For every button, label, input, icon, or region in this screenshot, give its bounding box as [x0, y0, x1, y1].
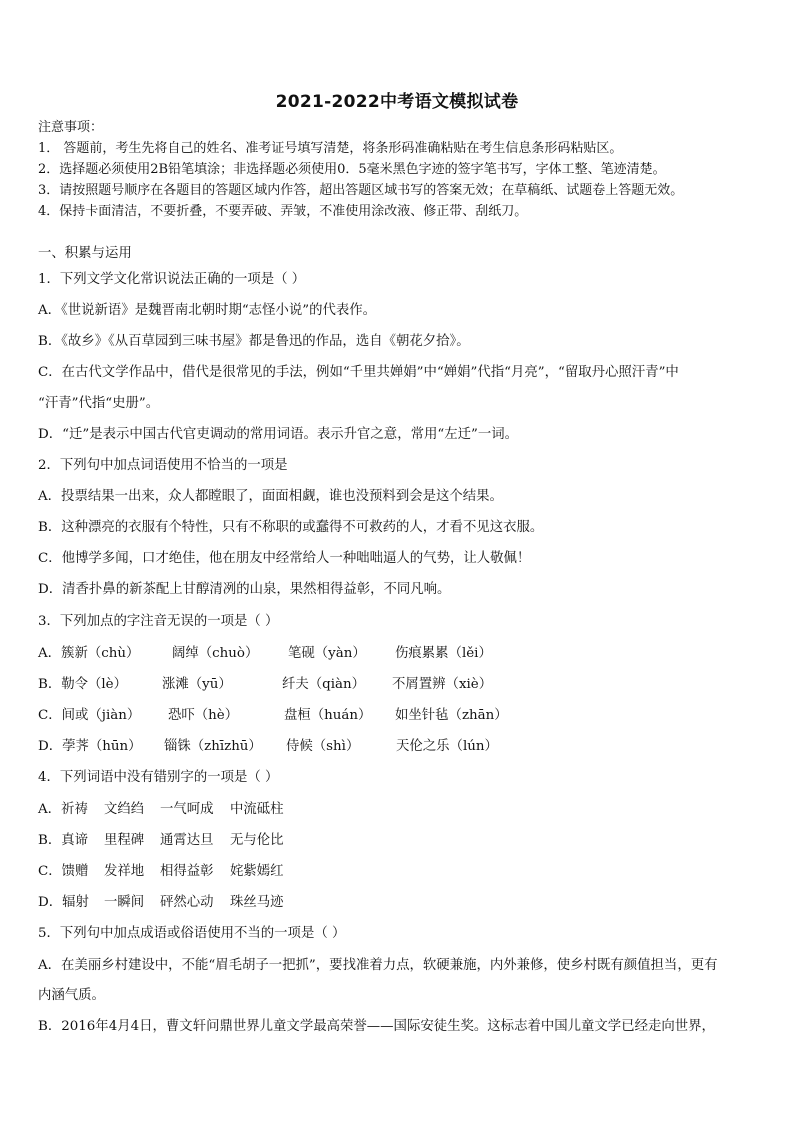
option-cell: D．荸荠（hūn） — [38, 739, 142, 754]
option-cell: 姹紫嫣红 — [230, 864, 284, 879]
option-cell: 阔绰（chuò） — [172, 646, 259, 661]
option-cell: 通霄达旦 — [160, 833, 214, 848]
option-cell: 纤夫（qiàn） — [282, 677, 366, 692]
option-cell: 砰然心动 — [160, 895, 214, 910]
option-cell: C．馈赠 — [38, 864, 89, 879]
option-cell: 一气呵成 — [160, 802, 214, 817]
option-cell: 发祥地 — [104, 864, 145, 879]
question-stem: 3．下列加点的字注音无误的一项是（ ） — [38, 614, 279, 629]
option-cell: 笔砚（yàn） — [288, 646, 366, 661]
option-b: B．《故乡》《从百草园到三味书屋》都是鲁迅的作品，选自《朝花夕拾》。 — [38, 334, 470, 349]
option-cell: 一瞬间 — [104, 895, 145, 910]
option-b: B．2016年4月4日，曹文轩问鼎世界儿童文学最高荣誉——国际安徒生奖。这标志着中国儿童文学已经走向世界， — [38, 1019, 715, 1034]
option-a: A．在美丽乡村建设中，不能“眉毛胡子一把抓”，要找准着力点，软硬兼施，内外兼修，使乡村既有颜值担当，更有 — [38, 958, 718, 973]
option-cell: 盘桓（huán） — [284, 708, 372, 723]
option-cell: 如坐针毡（zhān） — [395, 708, 508, 723]
notice-item: 4．保持卡面清洁，不要折叠，不要弄破、弄皱，不准使用涂改液、修正带、刮纸刀。 — [38, 204, 528, 219]
option-cell: D．辐射 — [38, 895, 89, 910]
option-c-continued: “汗青”代指“史册”。 — [38, 396, 160, 411]
notice-item: 1． 答题前，考生先将自己的姓名、准考证号填写清楚，将条形码准确粘贴在考生信息条形码粘贴区。 — [38, 141, 623, 156]
option-cell: 中流砥柱 — [230, 802, 284, 817]
question-stem: 1．下列文学文化常识说法正确的一项是（ ） — [38, 272, 306, 287]
option-cell: A．簇新（chù） — [38, 646, 140, 661]
option-d: D．“迁”是表示中国古代官吏调动的常用词语。表示升官之意，常用“左迁”一词。 — [38, 427, 519, 442]
option-cell: 相得益彰 — [160, 864, 214, 879]
option-c: C．在古代文学作品中，借代是很常见的手法，例如“千里共婵娟”中“婵娟”代指“月亮”，“留取丹心照汗青”中 — [38, 365, 679, 380]
option-cell: 恐吓（hè） — [168, 708, 239, 723]
question-stem: 2．下列句中加点词语使用不恰当的一项是 — [38, 458, 288, 473]
section-heading: 一、积累与运用 — [38, 246, 132, 261]
option-cell: B．真谛 — [38, 833, 89, 848]
option-cell: 锱铢（zhīzhū） — [164, 739, 262, 754]
notice-heading: 注意事项： — [38, 120, 104, 135]
option-a: A．《世说新语》是魏晋南北朝时期“志怪小说”的代表作。 — [38, 303, 377, 318]
notice-item: 2．选择题必须使用2B铅笔填涂；非选择题必须使用0．5毫米黑色字迹的签字笔书写，字体工整、笔迹清楚。 — [38, 162, 666, 177]
option-cell: 里程碑 — [104, 833, 145, 848]
option-cell: 珠丝马迹 — [230, 895, 284, 910]
option-cell: A．祈祷 — [38, 802, 88, 817]
notice-item: 3．请按照题号顺序在各题目的答题区域内作答，超出答题区域书写的答案无效；在草稿纸、试题卷上答题无效。 — [38, 183, 684, 198]
page-title: 2021-2022中考语文模拟试卷 — [275, 92, 519, 112]
option-a: A．投票结果一出来，众人都瞠眼了，面面相觑，谁也没预料到会是这个结果。 — [38, 489, 503, 504]
option-cell: C．间或（jiàn） — [38, 708, 141, 723]
option-c: C．他博学多闻，口才绝佳，他在朋友中经常给人一种咄咄逼人的气势，让人敬佩！ — [38, 551, 531, 566]
question-stem: 5．下列句中加点成语或俗语使用不当的一项是（ ） — [38, 926, 346, 941]
option-b: B．这种漂亮的衣服有个特性，只有不称职的或蠢得不可救药的人，才看不见这衣服。 — [38, 520, 544, 535]
option-cell: 伤痕累累（lěi） — [395, 646, 492, 661]
option-cell: 不屑置辨（xiè） — [392, 677, 493, 692]
option-cell: 无与伦比 — [230, 833, 284, 848]
option-cell: B．勒令（lè） — [38, 677, 128, 692]
option-cell: 侍候（shì） — [286, 739, 360, 754]
option-a-continued: 内涵气质。 — [38, 988, 105, 1003]
option-cell: 文绉绉 — [104, 802, 145, 817]
question-stem: 4．下列词语中没有错别字的一项是（ ） — [38, 770, 279, 785]
option-cell: 天伦之乐（lún） — [396, 739, 498, 754]
option-d: D．清香扑鼻的新茶配上甘醇清冽的山泉，果然相得益彰，不同凡响。 — [38, 582, 451, 597]
option-cell: 涨滩（yū） — [162, 677, 232, 692]
